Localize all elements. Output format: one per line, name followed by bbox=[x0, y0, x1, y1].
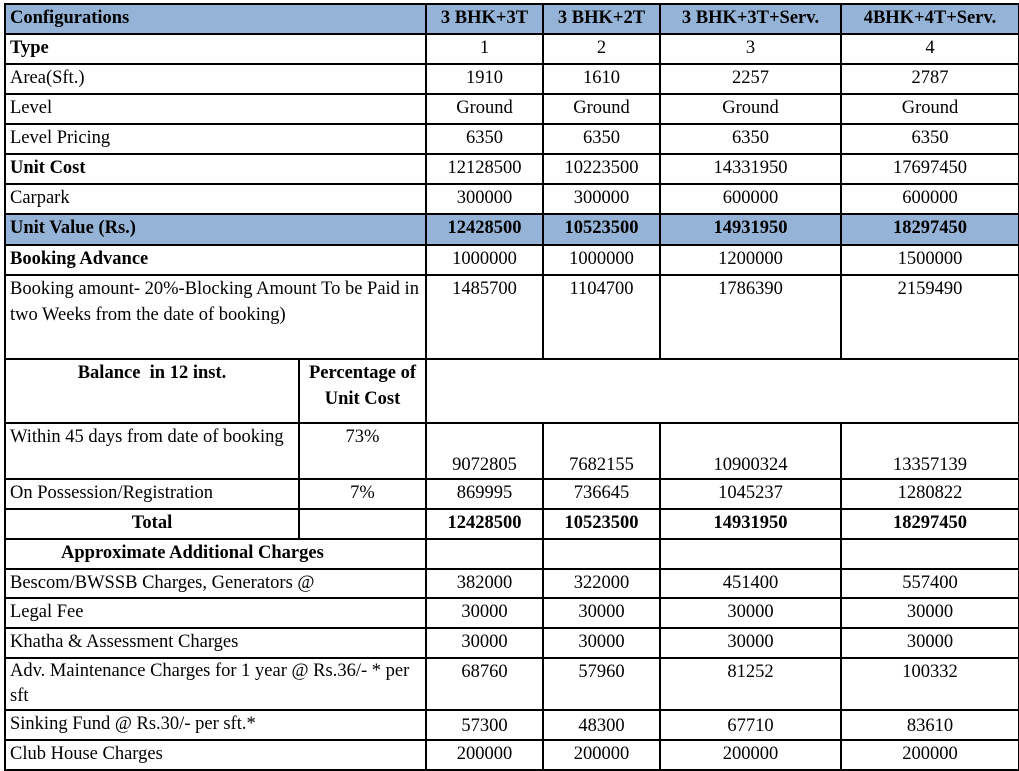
charge-row bbox=[5, 569, 1019, 598]
blank-cell bbox=[543, 539, 660, 569]
percentage-heading: Percentage of Unit Cost bbox=[299, 359, 426, 423]
cell-value: 30000 bbox=[543, 598, 660, 628]
cell-value: 600000 bbox=[841, 184, 1019, 214]
unit-cost-row bbox=[5, 154, 1019, 184]
cell-value: 451400 bbox=[660, 569, 841, 598]
row-label: Adv. Maintenance Charges for 1 year @ Rs.36/- * per sft bbox=[5, 658, 426, 710]
cell-value: 9072805 bbox=[426, 423, 543, 479]
cell-value: 382000 bbox=[426, 569, 543, 598]
cell-value: Ground bbox=[543, 94, 660, 124]
cell-value: 100332 bbox=[841, 658, 1019, 710]
cell-value: 48300 bbox=[543, 710, 660, 740]
balance-heading: Balance in 12 inst. bbox=[5, 359, 299, 423]
additional-header-row bbox=[5, 539, 1019, 569]
cell-value: 6350 bbox=[543, 124, 660, 154]
configurations-label: Configurations bbox=[5, 4, 426, 34]
cell-value: 557400 bbox=[841, 569, 1019, 598]
config-header: 3 BHK+2T bbox=[543, 4, 660, 34]
cell-value: Ground bbox=[841, 94, 1019, 124]
cell-value: 200000 bbox=[426, 740, 543, 770]
cell-value: 18297450 bbox=[841, 214, 1019, 245]
cell-value: 1000000 bbox=[426, 245, 543, 275]
cell-value: 1910 bbox=[426, 64, 543, 94]
cell-value: 30000 bbox=[426, 598, 543, 628]
cell-value: 10900324 bbox=[660, 423, 841, 479]
row-label: Level bbox=[5, 94, 426, 124]
cell-value: 2 bbox=[543, 34, 660, 64]
cell-value: 12428500 bbox=[426, 214, 543, 245]
charge-row bbox=[5, 598, 1019, 628]
blank-cell bbox=[426, 359, 1019, 423]
cell-value: 14931950 bbox=[660, 214, 841, 245]
charge-row bbox=[5, 710, 1019, 740]
additional-heading: Approximate Additional Charges bbox=[5, 539, 426, 569]
cell-value: 7682155 bbox=[543, 423, 660, 479]
row-label: Within 45 days from date of booking bbox=[5, 423, 299, 479]
cell-value: 6350 bbox=[426, 124, 543, 154]
cell-value: 12128500 bbox=[426, 154, 543, 184]
total-row bbox=[5, 509, 1019, 539]
cell-value: 30000 bbox=[660, 598, 841, 628]
row-label: Carpark bbox=[5, 184, 426, 214]
level-row bbox=[5, 94, 1019, 124]
blank-cell bbox=[660, 539, 841, 569]
cell-value: 83610 bbox=[841, 710, 1019, 740]
cell-value: 1485700 bbox=[426, 275, 543, 359]
cell-value: 300000 bbox=[543, 184, 660, 214]
cell-value: 1610 bbox=[543, 64, 660, 94]
total-label: Total bbox=[5, 509, 299, 539]
carpark-row bbox=[5, 184, 1019, 214]
booking-advance-row bbox=[5, 245, 1019, 275]
pricing-table bbox=[4, 3, 1019, 771]
cell-value: 14931950 bbox=[660, 509, 841, 539]
header-row bbox=[5, 4, 1019, 34]
level-pricing-row bbox=[5, 124, 1019, 154]
cell-value: 30000 bbox=[660, 628, 841, 658]
cell-value: 17697450 bbox=[841, 154, 1019, 184]
cell-value: 12428500 bbox=[426, 509, 543, 539]
blank-cell bbox=[841, 539, 1019, 569]
row-label: Booking Advance bbox=[5, 245, 426, 275]
cell-value: 1500000 bbox=[841, 245, 1019, 275]
row-label: Club House Charges bbox=[5, 740, 426, 770]
cell-value: 200000 bbox=[660, 740, 841, 770]
row-label: Area(Sft.) bbox=[5, 64, 426, 94]
cell-value: Ground bbox=[426, 94, 543, 124]
row-label: Level Pricing bbox=[5, 124, 426, 154]
cell-value: 300000 bbox=[426, 184, 543, 214]
config-header: 3 BHK+3T+Serv. bbox=[660, 4, 841, 34]
cell-value: 30000 bbox=[841, 628, 1019, 658]
row-label: Booking amount- 20%-Blocking Amount To be Paid in two Weeks from the date of booking) bbox=[5, 275, 426, 359]
blank-cell bbox=[299, 509, 426, 539]
row-label: Bescom/BWSSB Charges, Generators @ bbox=[5, 569, 426, 598]
installment-row bbox=[5, 479, 1019, 509]
cell-value: 1280822 bbox=[841, 479, 1019, 509]
cell-value: 10523500 bbox=[543, 214, 660, 245]
charge-row bbox=[5, 740, 1019, 770]
config-header: 3 BHK+3T bbox=[426, 4, 543, 34]
row-label: Type bbox=[5, 34, 426, 64]
cell-value: 6350 bbox=[841, 124, 1019, 154]
row-label: On Possession/Registration bbox=[5, 479, 299, 509]
cell-value: 67710 bbox=[660, 710, 841, 740]
type-row bbox=[5, 34, 1019, 64]
cell-value: 6350 bbox=[660, 124, 841, 154]
row-label: Legal Fee bbox=[5, 598, 426, 628]
cell-value: 2159490 bbox=[841, 275, 1019, 359]
cell-value: 2257 bbox=[660, 64, 841, 94]
cell-value: 1786390 bbox=[660, 275, 841, 359]
cell-value: 1045237 bbox=[660, 479, 841, 509]
cell-value: 1200000 bbox=[660, 245, 841, 275]
cell-value: 869995 bbox=[426, 479, 543, 509]
cell-value: 10523500 bbox=[543, 509, 660, 539]
percent-value: 7% bbox=[299, 479, 426, 509]
row-label: Unit Value (Rs.) bbox=[5, 214, 426, 245]
cell-value: Ground bbox=[660, 94, 841, 124]
cell-value: 4 bbox=[841, 34, 1019, 64]
balance-header-row bbox=[5, 359, 1019, 423]
cell-value: 200000 bbox=[841, 740, 1019, 770]
cell-value: 30000 bbox=[543, 628, 660, 658]
cell-value: 322000 bbox=[543, 569, 660, 598]
cell-value: 81252 bbox=[660, 658, 841, 710]
cell-value: 1000000 bbox=[543, 245, 660, 275]
charge-row bbox=[5, 628, 1019, 658]
percent-value: 73% bbox=[299, 423, 426, 479]
booking-amount-row bbox=[5, 275, 1019, 359]
cell-value: 600000 bbox=[660, 184, 841, 214]
cell-value: 30000 bbox=[841, 598, 1019, 628]
cell-value: 18297450 bbox=[841, 509, 1019, 539]
cell-value: 1104700 bbox=[543, 275, 660, 359]
cell-value: 3 bbox=[660, 34, 841, 64]
cell-value: 14331950 bbox=[660, 154, 841, 184]
config-header: 4BHK+4T+Serv. bbox=[841, 4, 1019, 34]
cell-value: 200000 bbox=[543, 740, 660, 770]
row-label: Unit Cost bbox=[5, 154, 426, 184]
cell-value: 57300 bbox=[426, 710, 543, 740]
installment-row bbox=[5, 423, 1019, 479]
area-row bbox=[5, 64, 1019, 94]
charge-row bbox=[5, 658, 1019, 710]
cell-value: 10223500 bbox=[543, 154, 660, 184]
cell-value: 13357139 bbox=[841, 423, 1019, 479]
cell-value: 1 bbox=[426, 34, 543, 64]
row-label: Sinking Fund @ Rs.30/- per sft.* bbox=[5, 710, 426, 740]
row-label: Khatha & Assessment Charges bbox=[5, 628, 426, 658]
cell-value: 736645 bbox=[543, 479, 660, 509]
cell-value: 2787 bbox=[841, 64, 1019, 94]
cell-value: 30000 bbox=[426, 628, 543, 658]
blank-cell bbox=[426, 539, 543, 569]
cell-value: 57960 bbox=[543, 658, 660, 710]
unit-value-row bbox=[5, 214, 1019, 245]
cell-value: 68760 bbox=[426, 658, 543, 710]
